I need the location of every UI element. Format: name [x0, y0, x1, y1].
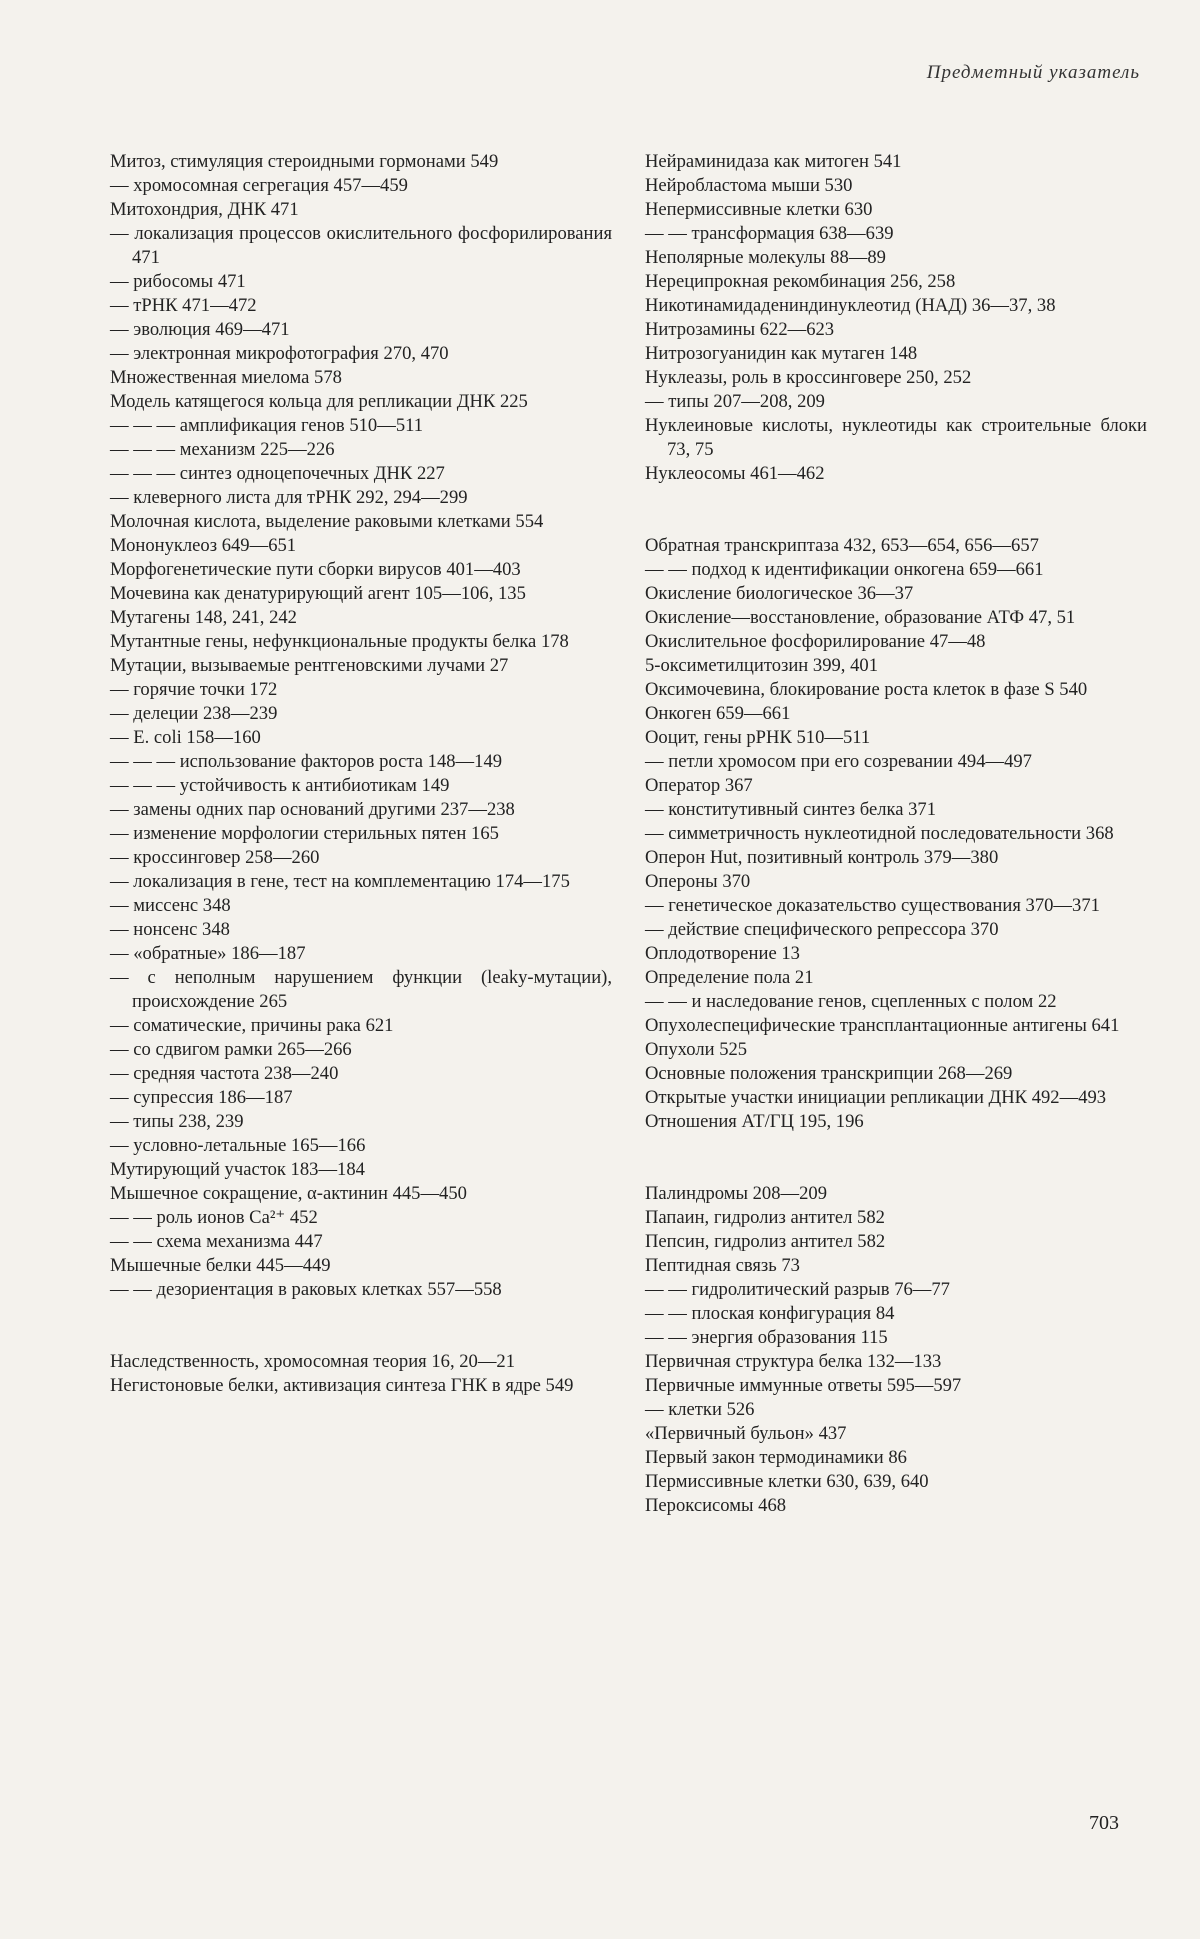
- index-entry: Опухоли 525: [645, 1039, 748, 1060]
- index-entry: Окисление биологическое 36—37: [645, 583, 914, 604]
- index-entry: Оплодотворение 13: [645, 943, 800, 964]
- index-entry: Мутирующий участок 183—184: [110, 1159, 365, 1180]
- index-entry: — горячие точки 172: [110, 679, 278, 700]
- index-entry: Первичная структура белка 132—133: [645, 1351, 942, 1372]
- index-entry: Мышечное сокращение, α-актинин 445—450: [110, 1183, 467, 1204]
- index-entry: Мочевина как денатурирующий агент 105—106, 135: [110, 583, 526, 604]
- index-entry: Опухолеспецифические трансплантационные антигены 641: [645, 1015, 1120, 1036]
- index-entry: Неполярные молекулы 88—89: [645, 247, 886, 268]
- index-entry: Основные положения транскрипции 268—269: [645, 1063, 1013, 1084]
- index-entry: — — — синтез одноцепочечных ДНК 227: [110, 463, 445, 484]
- index-entry: Пептидная связь 73: [645, 1255, 800, 1276]
- index-entry: Нитрозамины 622—623: [645, 319, 835, 340]
- index-entry: Опероны 370: [645, 871, 751, 892]
- index-entry: — конститутивный синтез белка 371: [645, 799, 937, 820]
- index-entry: Нереципрокная рекомбинация 256, 258: [645, 271, 956, 292]
- index-entry: Никотинамидадениндинуклеотид (НАД) 36—37, 38: [645, 295, 1056, 316]
- index-entry: Множественная миелома 578: [110, 367, 342, 388]
- index-entry: — — схема механизма 447: [110, 1231, 323, 1252]
- index-entry: — — гидролитический разрыв 76—77: [645, 1279, 950, 1300]
- index-entry: — соматические, причины рака 621: [110, 1015, 394, 1036]
- index-entry: — — плоская конфигурация 84: [645, 1303, 895, 1324]
- index-entry: Нитрозогуанидин как мутаген 148: [645, 343, 918, 364]
- index-entry: Мутации, вызываемые рентгеновскими лучами 27: [110, 655, 509, 676]
- index-entry: Окислительное фосфорилирование 47—48: [645, 631, 986, 652]
- index-entry: Мононуклеоз 649—651: [110, 535, 297, 556]
- index-entry: Мутантные гены, нефункциональные продукты белка 178: [110, 631, 569, 652]
- index-entry: — — и наследование генов, сцепленных с полом 22: [645, 991, 1057, 1012]
- section-gap: [645, 486, 1147, 534]
- index-entry: 5-оксиметилцитозин 399, 401: [645, 655, 878, 676]
- index-entry: — — подход к идентификации онкогена 659—661: [645, 559, 1044, 580]
- index-entry: — клеверного листа для тРНК 292, 294—299: [110, 487, 468, 508]
- index-entry: Нейраминидаза как митоген 541: [645, 151, 902, 172]
- index-entry: — «обратные» 186—187: [110, 943, 306, 964]
- index-entry: — условно-летальные 165—166: [110, 1135, 366, 1156]
- index-entry: — эволюция 469—471: [110, 319, 290, 340]
- index-entry: — хромосомная сегрегация 457—459: [110, 175, 408, 196]
- section-gap: [645, 1134, 1147, 1182]
- index-entry: «Первичный бульон» 437: [645, 1423, 847, 1444]
- index-entry: Митохондрия, ДНК 471: [110, 199, 299, 220]
- index-entry: Морфогенетические пути сборки вирусов 401—403: [110, 559, 521, 580]
- index-entry: — локализация процессов окислительного фосфорилирования 471: [110, 223, 612, 268]
- index-entry: — — трансформация 638—639: [645, 223, 894, 244]
- index-entry: Непермиссивные клетки 630: [645, 199, 873, 220]
- index-entry: Папаин, гидролиз антител 582: [645, 1207, 885, 1228]
- section-gap: [110, 1302, 612, 1350]
- index-entry: Пероксисомы 468: [645, 1495, 787, 1516]
- index-entry: — делеции 238—239: [110, 703, 278, 724]
- index-entry: Нуклеосомы 461—462: [645, 463, 825, 484]
- index-entry: Онкоген 659—661: [645, 703, 791, 724]
- index-entry: — — роль ионов Ca²⁺ 452: [110, 1207, 318, 1228]
- index-entry: Оператор 367: [645, 775, 753, 796]
- index-entry: — тРНК 471—472: [110, 295, 257, 316]
- index-entry: Окисление—восстановление, образование АТФ 47, 51: [645, 607, 1076, 628]
- index-entry: Оперон Hut, позитивный контроль 379—380: [645, 847, 999, 868]
- index-entry: Модель катящегося кольца для репликации ДНК 225: [110, 391, 528, 412]
- index-entry: Нуклеазы, роль в кроссинговере 250, 252: [645, 367, 972, 388]
- index-entry: Пермиссивные клетки 630, 639, 640: [645, 1471, 929, 1492]
- index-entry: Оксимочевина, блокирование роста клеток в фазе S 540: [645, 679, 1088, 700]
- index-entry: — нонсенс 348: [110, 919, 230, 940]
- index-entry: Митоз, стимуляция стероидными гормонами 549: [110, 151, 499, 172]
- index-entry: — — дезориентация в раковых клетках 557—558: [110, 1279, 502, 1300]
- index-entry: — — энергия образования 115: [645, 1327, 888, 1348]
- index-entry: Наследственность, хромосомная теория 16, 20—21: [110, 1351, 516, 1372]
- index-entry: — клетки 526: [645, 1399, 755, 1420]
- index-entry: Обратная транскриптаза 432, 653—654, 656—657: [645, 535, 1039, 556]
- index-entry: — — — устойчивость к антибиотикам 149: [110, 775, 450, 796]
- index-entry: — с неполным нарушением функции (leaky-мутации), происхождение 265: [110, 967, 612, 1012]
- index-entry: — — — использование факторов роста 148—149: [110, 751, 503, 772]
- index-entry: — E. coli 158—160: [110, 727, 261, 748]
- index-entry: — генетическое доказательство существования 370—371: [645, 895, 1100, 916]
- index-entry: Молочная кислота, выделение раковыми клетками 554: [110, 511, 544, 532]
- index-entry: Открытые участки инициации репликации ДНК 492—493: [645, 1087, 1107, 1108]
- index-entry: — типы 238, 239: [110, 1111, 244, 1132]
- index-entry: Ооцит, гены рРНК 510—511: [645, 727, 871, 748]
- index-entry: Определение пола 21: [645, 967, 814, 988]
- index-entry: Негистоновые белки, активизация синтеза ГНК в ядре 549: [110, 1375, 574, 1396]
- index-entry: — симметричность нуклеотидной последовательности 368: [645, 823, 1114, 844]
- page-number: 703: [1089, 1812, 1119, 1834]
- index-entry: Пепсин, гидролиз антител 582: [645, 1231, 886, 1252]
- index-entry: — изменение морфологии стерильных пятен 165: [110, 823, 499, 844]
- index-entry: Мутагены 148, 241, 242: [110, 607, 297, 628]
- index-entry: — средняя частота 238—240: [110, 1063, 339, 1084]
- index-entry: — со сдвигом рамки 265—266: [110, 1039, 352, 1060]
- index-entry: Отношения АТ/ГЦ 195, 196: [645, 1111, 864, 1132]
- index-entry: — супрессия 186—187: [110, 1087, 293, 1108]
- index-entry: — миссенс 348: [110, 895, 231, 916]
- index-entry: Мышечные белки 445—449: [110, 1255, 331, 1276]
- index-entry: — рибосомы 471: [110, 271, 246, 292]
- index-entry: — типы 207—208, 209: [645, 391, 825, 412]
- index-entry: — замены одних пар оснований другими 237—238: [110, 799, 515, 820]
- index-entry: — локализация в гене, тест на комплементацию 174—175: [110, 871, 570, 892]
- index-entry: — кроссинговер 258—260: [110, 847, 320, 868]
- index-entry: — — — механизм 225—226: [110, 439, 335, 460]
- index-column-right: [645, 150, 1147, 1518]
- index-entry: Первичные иммунные ответы 595—597: [645, 1375, 962, 1396]
- index-entry: — электронная микрофотография 270, 470: [110, 343, 449, 364]
- index-entry: Первый закон термодинамики 86: [645, 1447, 907, 1468]
- index-entry: — — — амплификация генов 510—511: [110, 415, 424, 436]
- index-entry: Палиндромы 208—209: [645, 1183, 828, 1204]
- running-head: Предметный указатель: [926, 62, 1140, 83]
- index-column-left: [110, 150, 612, 1398]
- index-entry: Нуклеиновые кислоты, нуклеотиды как строительные блоки 73, 75: [645, 415, 1147, 460]
- index-entry: Нейробластома мыши 530: [645, 175, 853, 196]
- index-entry: — петли хромосом при его созревании 494—497: [645, 751, 1032, 772]
- index-entry: — действие специфического репрессора 370: [645, 919, 999, 940]
